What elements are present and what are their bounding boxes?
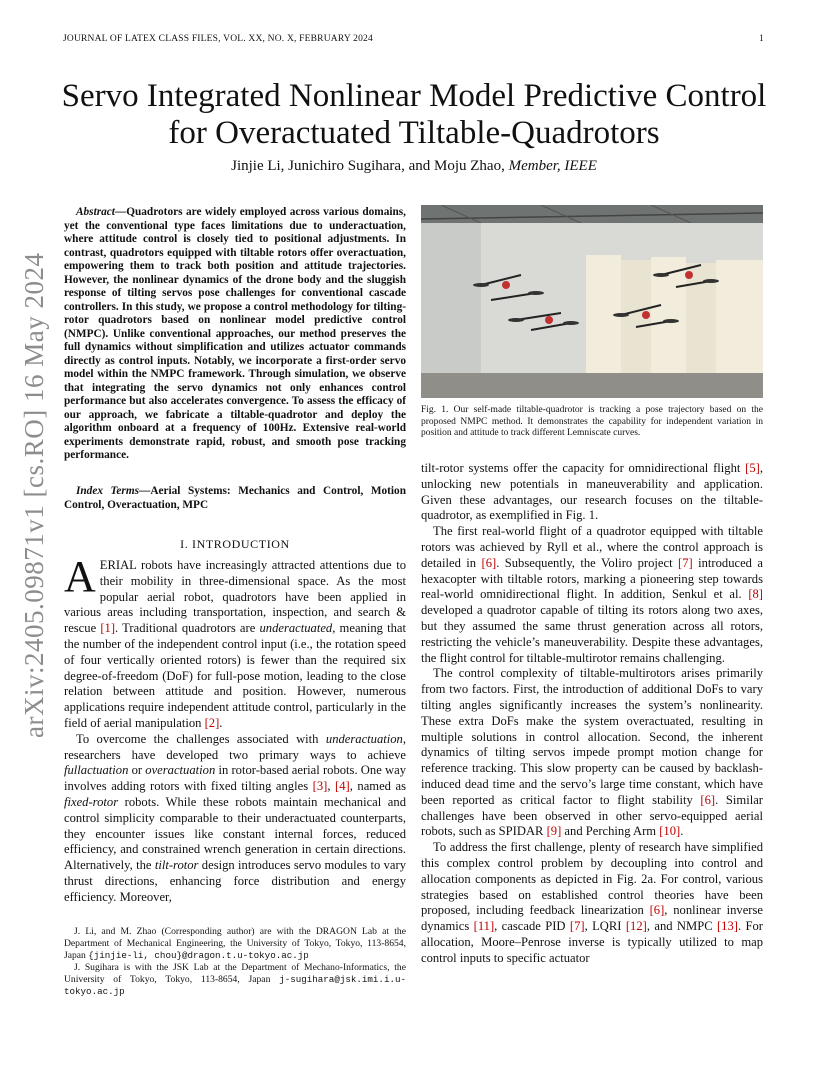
introduction-body: AERIAL robots have increasingly attracted attentions due to their mobility in three-dimensional space. As the most popular aerial robot, quadrotors have been applied in various areas including transportation, inspection, and search & rescue [1]. Traditional quadrotors are underactuated, meaning that the number of the independent control input (i.e., the rotation speed of four vertically oriented rotors) is fewer than the required six degree-of-freedom (DoF) for full-pose motion, leading to the close relation between attitude and position. However, numerous applications require independent attitude control, particularly in the field of aerial manipulation [2]. To overcome the challenges associated with underactuation, researchers have developed two primary ways to achieve fullactuation or overactuation in rotor-based aerial robots. One way involves adding rotors with fixed tilting angles [3], [4], named as fixed-rotor robots. While these robots maintain mechanical and control simplicity comparable to their underactuated counterparts, they encounter issues like constant internal forces, reduced efficiency, and constrained wrench generation in certain directions. Alternatively, the tilt-rotor design introduces servo modules to vary thrust directions, enhancing force distribution and energy efficiency. Moreover, — [64, 552, 406, 904]
arxiv-stamp: arXiv:2405.09871v1 [cs.RO] 16 May 2024 — [19, 252, 49, 738]
footnote-2: J. Sugihara is with the JSK Lab at the Department of Mechano-Informatics, the University of Tokyo, Tokyo, 113-8654, Japan — [64, 962, 406, 985]
abstract — [64, 206, 406, 463]
running-header: JOURNAL OF LATEX CLASS FILES, VOL. XX, NO. X, FEBRUARY 2024 — [63, 34, 373, 44]
index-terms-text: —Aerial Systems: Mechanics and Control, Motion Control, Overactuation, MPC — [64, 485, 406, 511]
author-membership: Member, IEEE — [508, 158, 597, 174]
author-line — [60, 158, 768, 175]
author-names: Jinjie Li, Junichiro Sugihara, and Moju Zhao, — [231, 158, 505, 174]
quadrotor-photo-illustration — [421, 205, 763, 398]
footnotes — [64, 926, 406, 998]
paper-title: Servo Integrated Nonlinear Model Predictive Control for Overactuated Tiltable-Quadrotors — [61, 78, 767, 151]
index-terms-label: Index Terms — [76, 485, 140, 497]
footnote-2-email: j-sugihara@jsk.imi.i.u-tokyo.ac.jp — [64, 974, 406, 997]
index-terms — [64, 485, 406, 512]
section-heading-introduction: I. INTRODUCTION — [180, 537, 290, 551]
footnote-1-email: {jinjie-li, chou}@dragon.t.u-tokyo.ac.jp — [88, 950, 309, 961]
figure-1-caption: Fig. 1. Our self-made tiltable-quadrotor is tracking a pose trajectory based on the proposed NMPC method. It demonstrates the capability for independent variation in position and attitude to track different Lemniscate curves. — [421, 405, 763, 438]
abstract-text: —Quadrotors are widely employed across various domains, yet the conventional type faces limitations due to underactuation, where attitude control is closely tied to positional adjustments. In contrast, quadrotors equipped with tiltable rotors offer overactuation, empowering them to track both position and attitude trajectories. However, the nonlinear dynamics of the drone body and the sluggish response of tilting servos pose challenges for conventional cascade controllers. In this study, we propose a control methodology for tilting-rotor quadrotors based on nonlinear model predictive control (NMPC). Unlike conventional approaches, our method preserves the full dynamics without simplification and utilizes actuator commands directly as control inputs. Notably, we incorporate a first-order servo model within the NMPC framework. Through simulation, we observe that integrating the servo dynamics not only enhances control performance but also accelerates convergence. To assess the efficacy of our approach, we fabricate a tiltable-quadrotor and deploy the algorithm onboard at a frequency of 100Hz. Extensive real-world experiments demonstrate rapid, robust, and smooth pose tracking performance. — [64, 206, 406, 461]
page-number: 1 — [759, 34, 764, 44]
figure-1-photo — [421, 205, 763, 398]
footnote-1: J. Li, and M. Zhao (Corresponding author) are with the DRAGON Lab at the Department of Mechanical Engineering, the University of Tokyo, Tokyo, 113-8654, Japan — [64, 926, 406, 961]
right-column-body: tilt-rotor systems offer the capacity for omnidirectional flight [5], unlocking new potentials in maneuverability and application. Given these advantages, our research focuses on the tiltable-quadrotor, as exemplified in Fig. 1. The first real-world flight of a quadrotor equipped with tiltable rotors was achieved by Ryll et al., where the control approach is detailed in [6]. Subsequently, the Voliro project [7] introduced a hexacopter with tiltable rotors, marking a pioneering step towards real-world omnidirectional flight. In addition, Senkul et al. [8] developed a quadrotor capable of tilting its rotors along two axes, but they assumed the same thrust generation across all rotors, restricting the vehicle’s maneuverability. Despite these advantages, the flight control for tiltable-multirotor remains challenging. The control complexity of tiltable-multirotors arises primarily from two factors. First, the introduction of additional DoFs to vary tilting angles significantly increases the system’s nonlinearity. These extra DoFs make the system overactuated, resulting in multiple solutions in control allocation. Second, the inherent dynamics of tilting servos impede prompt motion change for reference tracking. This slow property can be caused by backlash-induced dead time and the servo’s large time constant, which have been reported as critical factor to flight stability [6]. Similar challenges have been observed in other servo-equipped aerial robots, such as SPIDAR [9] and Perching Arm [10]. To address the first challenge, plenty of research have simplified this complex control problem by decoupling into control and allocation components as depicted in Fig. 2a. For control, various strategies based on established control theories have been proposed, including feedback linearization [6], nonlinear inverse dynamics [11], cascade PID [7], LQRI [12], and NMPC [13]. For allocation, Moore–Penrose inverse is typically utilized to map control inputs to specific actuator — [421, 461, 763, 965]
abstract-label: Abstract — [76, 206, 115, 218]
